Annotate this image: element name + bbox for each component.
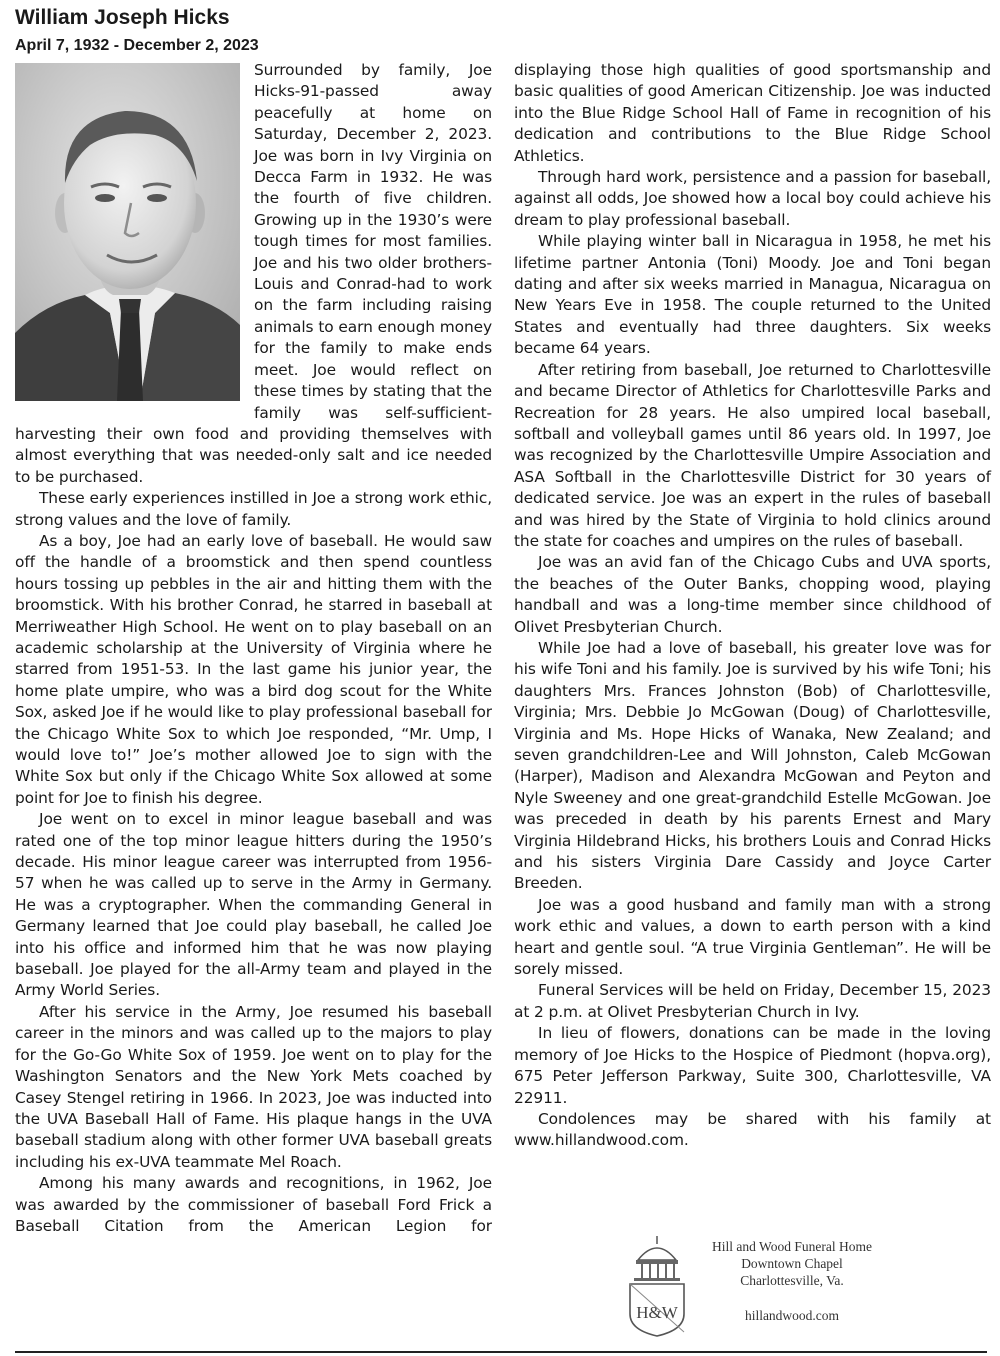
- funeral-home-chapel: Downtown Chapel: [741, 1256, 843, 1271]
- paragraph: Surrounded by family, Joe Hicks-91-passed away peacefully at home on Saturday, December 2, 2023. Joe was born in Ivy Virginia on Decca Farm in 1932. He was the fourth of five children. Growing up in the 1930’s were tough times for most families. Joe and his two older brothers-Louis and Conrad-had to work on the farm including raising animals to earn enough money for the family to make ends meet. Joe would reflect on these times by stating that the family was self-sufficient-harvesting their own food and providing themselves with almost everything that was needed-only salt and ice needed to be purchased.: [15, 61, 492, 486]
- paragraph: While Joe had a love of baseball, his greater love was for his wife Toni and his family. Joe is survived by his wife Toni; his daughters Mrs. Frances Johnston (Bob) of Charlottesville, Virginia; Mrs. Debbie Jo McGowan (Doug) of Charlottesville, Virginia and Ms. Hope Hicks of Wanaka, New Zealand; and seven grandchildren-Lee and Will Johnston, Caleb McGowan (Harper), Madison and Alexandra McGowan and Peyton and Nyle Sweeney and one great-grandchild Estelle McGowan. Joe was preceded in death by his parents Ernest and Mary Virginia Hildebrand Hicks, his brothers Louis and Conrad Hicks and his sisters Virginia Dare Cassidy and Joyce Carter Breeden.: [514, 638, 991, 893]
- paragraph: As a boy, Joe had an early love of baseball. He would saw off the handle of a broomstick and then spend countless hours tossing up pebbles in the air and hitting them with the broomstick. With his brother Conrad, he starred in baseball at Merriweather High School. He went on to play baseball on an academic scholarship at the University of Virginia where he starred from 1951-53. In the last game his junior year, the home plate umpire, who was a bird dog scout for the White Sox, asked Joe if he would like to play professional baseball for the Chicago White Sox to which Joe responded, “Mr. Ump, I would love to!” Joe’s mother allowed Joe to sign with the White Sox but only if the Chicago White Sox allowed at some point for Joe to finish his degree.: [15, 531, 492, 807]
- paragraph: Funeral Services will be held on Friday, December 15, 2023 at 2 p.m. at Olivet Presbyterian Church in Ivy.: [514, 981, 991, 1021]
- portrait-photo: [15, 63, 240, 401]
- paragraph: These early experiences instilled in Joe a strong work ethic, strong values and the love of family.: [15, 489, 492, 529]
- life-dates: April 7, 1932 - December 2, 2023: [15, 37, 259, 54]
- paragraph: Through hard work, persistence and a passion for baseball, against all odds, Joe showed how a local boy could achieve his dream to play professional baseball.: [514, 168, 991, 229]
- logo-monogram: H&W: [636, 1303, 678, 1322]
- paragraph: Joe was an avid fan of the Chicago Cubs and UVA sports, the beaches of the Outer Banks, chopping wood, playing handball and was a long-time member since childhood of Olivet Presbyterian Church.: [514, 553, 991, 636]
- left-column: [15, 60, 492, 1348]
- paragraph: After retiring from baseball, Joe returned to Charlottesville and became Director of Athletics for Charlottesville Parks and Recreation for 28 years. He also umpired local baseball, softball and volleyball games until 86 years old. In 1997, Joe was recognized by the Charlottesville Umpire Association and ASA Softball in the Charlottesville District for 30 years of dedicated service. Joe was an expert in the rules of baseball and was hired by the State of Virginia to hold clinics around the state for coaches and umpires on the rules of baseball.: [514, 360, 991, 550]
- funeral-home-city: Charlottesville, Va.: [740, 1273, 844, 1288]
- paragraph: Among his many awards and recognitions, in 1962, Joe was awarded by the commissioner of baseball Ford Frick a Baseball Citation from the American Legion for: [15, 1174, 492, 1235]
- paragraph: Joe was a good husband and family man with a strong work ethic and values, a down to earth person with a kind heart and gentle soul. “A true Virginia Gentleman”. He will be sorely missed.: [514, 895, 991, 979]
- paragraph: After his service in the Army, Joe resumed his baseball career in the minors and was called up to the majors to play for the Go-Go White Sox of 1959. Joe went on to play for the Washington Senators and the New York Mets coached by Casey Stengel retiring in 1966. In 2023, Joe was inducted into the UVA Baseball Hall of Fame. His plaque hangs in the UVA baseball stadium along with other former UVA baseball greats including his ex-UVA teammate Mel Roach.: [15, 1002, 492, 1171]
- funeral-home-info: [692, 1238, 892, 1324]
- funeral-home-name: Hill and Wood Funeral Home: [712, 1239, 872, 1254]
- deceased-name: William Joseph Hicks: [15, 6, 230, 29]
- paragraph: In lieu of flowers, donations can be made in the loving memory of Joe Hicks to the Hospice of Piedmont (hopva.org), 675 Peter Jefferson Parkway, Suite 300, Charlottesville, VA 22911.: [514, 1024, 991, 1107]
- paragraph-continuation: displaying those high qualities of good sportsmanship and basic qualities of good American Citizenship. Joe was inducted into the Blue Ridge School Hall of Fame in recognition of his dedication and contributions to the Blue Ridge School Athletics.: [514, 61, 991, 165]
- funeral-home-website: hillandwood.com: [744, 1308, 840, 1323]
- funeral-home-ad: [624, 1234, 884, 1338]
- paragraph: Joe went on to excel in minor league baseball and was rated one of the top minor league hitters during the 1950’s decade. His minor league career was interrupted from 1956-57 when he was called up to serve in the Army in Germany. He was a cryptographer. When the commanding General in Germany learned that Joe could play baseball, he called Joe into his office and informed him that he was now playing baseball. Joe played for the all-Army team and played in the Army World Series.: [15, 810, 492, 1000]
- funeral-home-logo-icon: [624, 1234, 690, 1338]
- paragraph: Condolences may be shared with his family at www.hillandwood.com.: [514, 1109, 991, 1150]
- bottom-divider: [15, 1351, 987, 1353]
- portrait-icon: [15, 63, 240, 401]
- paragraph: While playing winter ball in Nicaragua in 1958, he met his lifetime partner Antonia (Toni) Moody. Joe and Toni began dating and after six weeks married in Managua, Nicaragua on New Years Eve in 1958. The couple returned to the United States and eventually had three daughters. Six weeks became 64 years.: [514, 232, 991, 358]
- right-column: [514, 60, 991, 1152]
